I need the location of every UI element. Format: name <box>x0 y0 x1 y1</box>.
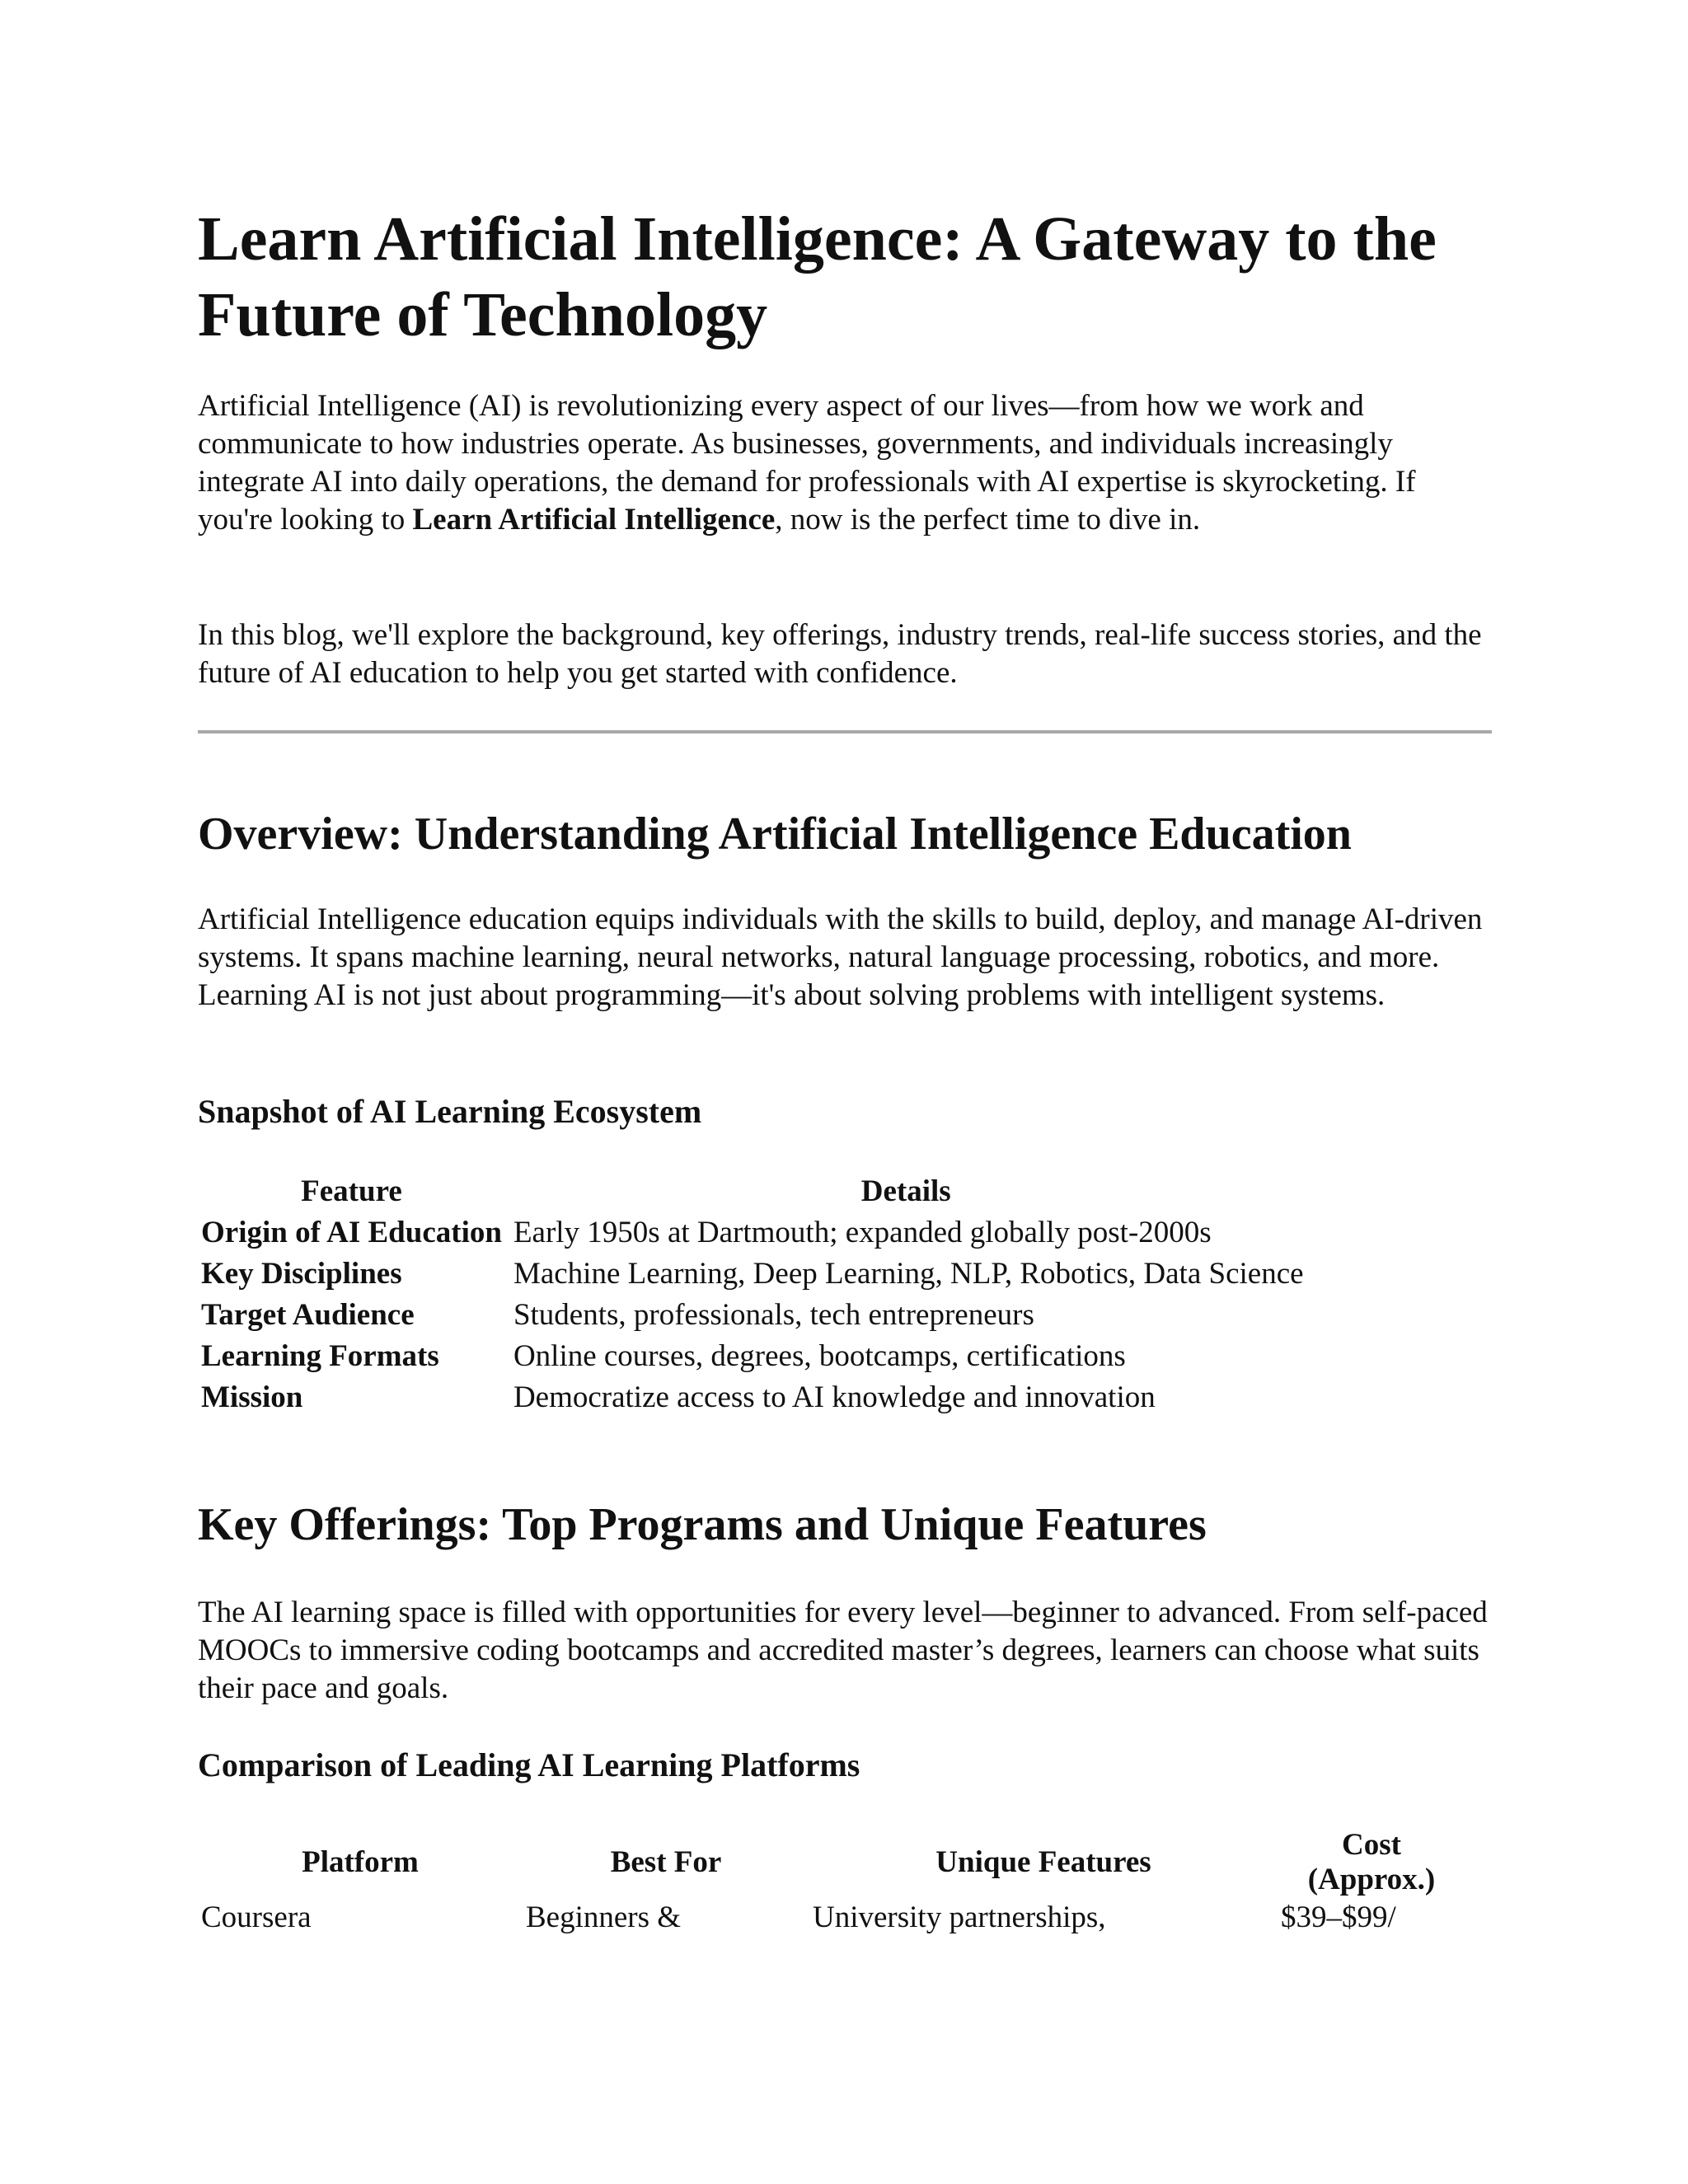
feature-cell: Learning Formats <box>201 1339 439 1373</box>
overview-heading: Overview: Understanding Artificial Intelligence Education <box>198 808 1352 860</box>
feature-cell: Origin of AI Education <box>201 1216 502 1249</box>
platform-cell: Coursera <box>201 1900 312 1934</box>
details-cell: Online courses, degrees, bootcamps, certifications <box>513 1339 1126 1373</box>
offerings-paragraph: The AI learning space is filled with opportunities for every level—beginner to advanced. From self-paced MOOCs to immersive coding bootcamps and accredited master’s degrees, learners can choose what suits their pace and goals. <box>198 1596 1488 1705</box>
intro-text-start: Artificial Intelligence (AI) is revolutionizing every aspect of our lives—from how we work and communicate to how industries operate. As businesses, governments, and individuals increasingly integrate AI into daily operations, the demand for professionals with AI expertise is skyrocketing. If you're looking to <box>198 389 1416 537</box>
details-cell: Machine Learning, Deep Learning, NLP, Robotics, Data Science <box>513 1257 1304 1291</box>
details-cell: Students, professionals, tech entrepreneurs <box>513 1298 1034 1332</box>
table-header-row <box>198 1828 1465 1897</box>
intro-text-end: , now is the perfect time to dive in. <box>775 503 1201 537</box>
overview-paragraph: Artificial Intelligence education equips individuals with the skills to build, deploy, and manage AI-driven systems. It spans machine learning, neural networks, natural language processing, robotics, and more. Learning AI is not just about programming—it's about solving problems with intelligent systems. <box>198 902 1483 1012</box>
table-row <box>198 1336 1307 1377</box>
details-cell: Early 1950s at Dartmouth; expanded globally post-2000s <box>513 1216 1212 1249</box>
table-row <box>198 1897 1465 1938</box>
page-title: Learn Artificial Intelligence: A Gateway to the Future of Technology <box>198 204 1437 349</box>
ecosystem-table <box>198 1171 1307 1418</box>
column-header: Details <box>860 1174 951 1208</box>
table-row <box>198 1212 1307 1254</box>
platforms-table <box>198 1828 1465 1938</box>
offerings-heading: Key Offerings: Top Programs and Unique Features <box>198 1499 1207 1550</box>
features-cell: University partnerships, <box>813 1900 1106 1934</box>
intro-paragraph-2: In this blog, we'll explore the background, key offerings, industry trends, real-life success stories, and the future of AI education to help you get started with confidence. <box>198 618 1482 690</box>
column-header: Feature <box>301 1174 402 1208</box>
feature-cell: Key Disciplines <box>201 1257 402 1291</box>
table-row <box>198 1254 1307 1295</box>
details-cell: Democratize access to AI knowledge and innovation <box>513 1380 1156 1414</box>
feature-cell: Mission <box>201 1380 303 1414</box>
column-header: Platform <box>302 1845 419 1879</box>
feature-cell: Target Audience <box>201 1298 415 1332</box>
intro-bold-phrase: Learn Artificial Intelligence <box>412 503 776 537</box>
section-divider <box>198 730 1492 733</box>
table-header-row <box>198 1171 1307 1212</box>
table-row <box>198 1377 1307 1418</box>
ecosystem-table-heading: Snapshot of AI Learning Ecosystem <box>198 1093 702 1130</box>
table-row <box>198 1295 1307 1336</box>
column-header: Unique Features <box>935 1845 1151 1879</box>
column-header: Best For <box>610 1845 722 1879</box>
best-for-cell: Beginners & <box>526 1900 682 1934</box>
cost-cell: $39–$99/ <box>1281 1900 1396 1934</box>
intro-paragraph-1 <box>198 387 1492 539</box>
column-header: Cost (Approx.) <box>1307 1828 1436 1896</box>
platforms-table-heading: Comparison of Leading AI Learning Platforms <box>198 1746 860 1783</box>
